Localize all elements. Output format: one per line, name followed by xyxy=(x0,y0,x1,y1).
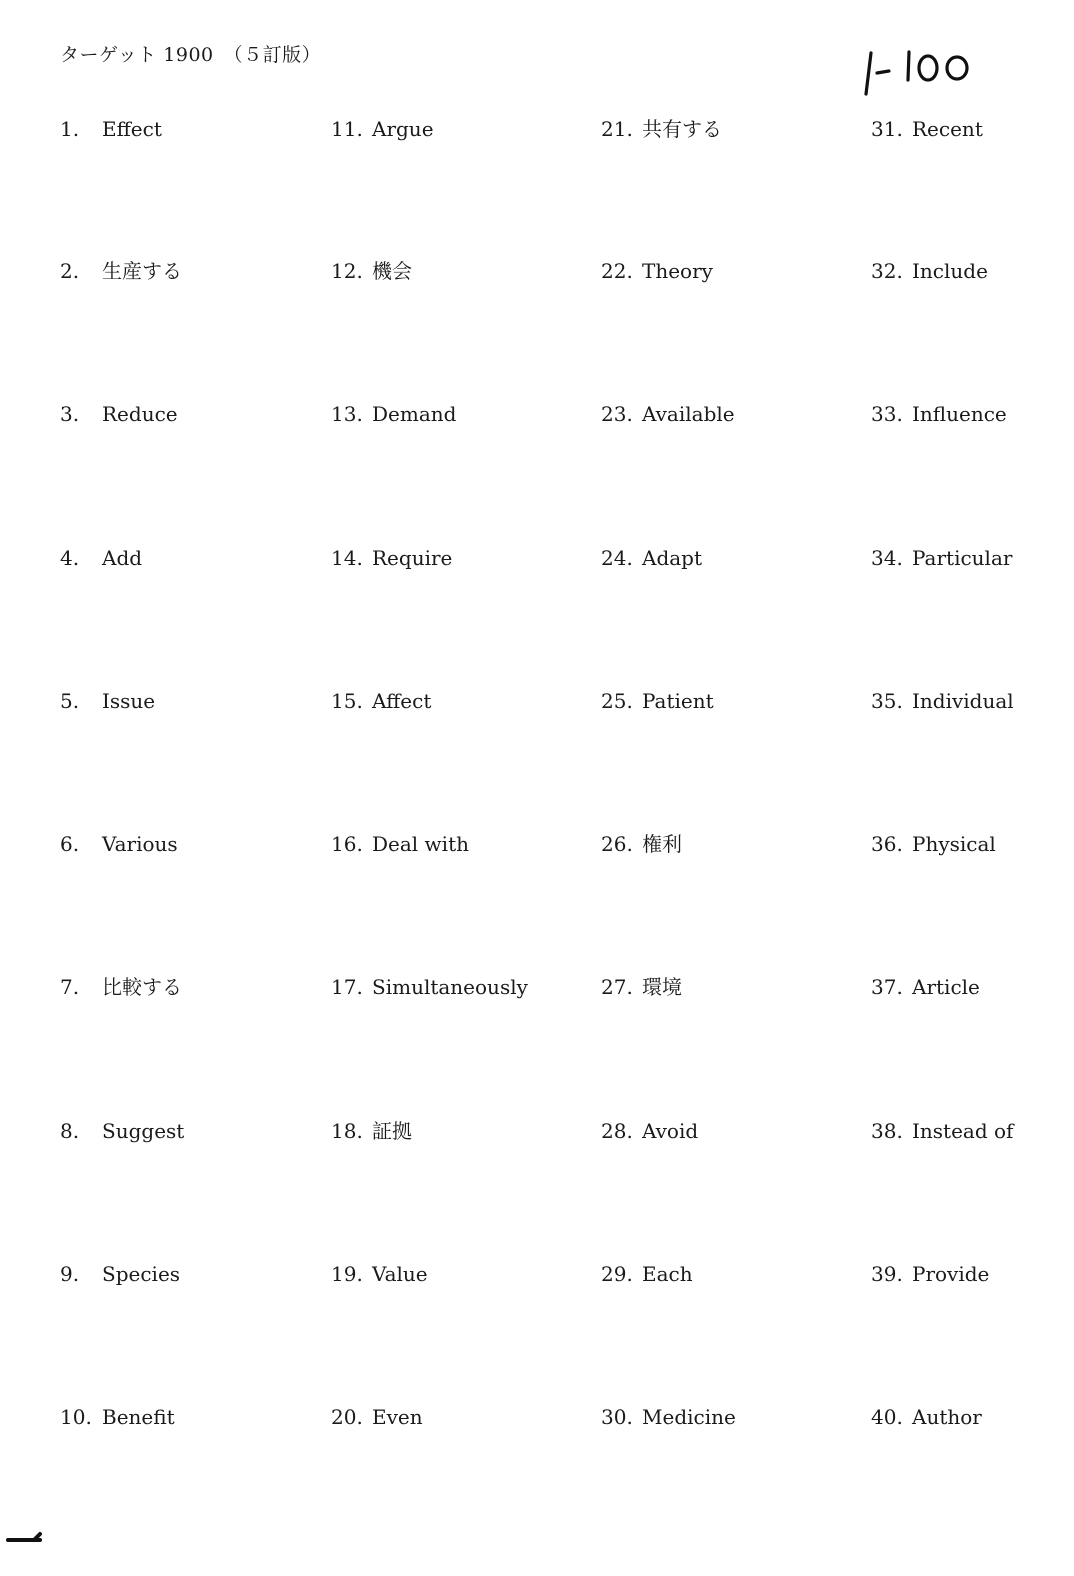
entry-word: Deal with xyxy=(372,832,469,856)
entry-word: Reduce xyxy=(102,402,178,426)
entry-number: 17. xyxy=(331,975,363,999)
handwritten-range-drawing xyxy=(862,40,982,100)
vocab-entry xyxy=(60,542,143,574)
page-title: ターゲット 1900 （５訂版） xyxy=(60,44,322,66)
vocab-entry xyxy=(601,828,682,860)
entry-number: 39. xyxy=(871,1262,903,1286)
vocab-entry xyxy=(871,1258,990,1290)
entry-number: 26. xyxy=(601,832,633,856)
vocab-entry xyxy=(601,113,722,145)
vocab-entry xyxy=(601,542,703,574)
vocab-entry xyxy=(601,398,735,430)
entry-word: Particular xyxy=(912,546,1013,570)
vocab-entry xyxy=(871,1115,1014,1147)
entry-number: 3. xyxy=(60,402,80,426)
entry-number: 1. xyxy=(60,117,80,141)
entry-number: 2. xyxy=(60,259,80,283)
entry-word: 機会 xyxy=(372,259,412,283)
entry-number: 14. xyxy=(331,546,363,570)
vocab-entry xyxy=(331,1115,412,1147)
entry-number: 35. xyxy=(871,689,903,713)
entry-word: 比較する xyxy=(102,975,182,999)
entry-word: Add xyxy=(102,546,143,570)
vocab-entry xyxy=(871,828,996,860)
vocab-entry xyxy=(331,828,469,860)
entry-word: Species xyxy=(102,1262,181,1286)
entry-word: Demand xyxy=(372,402,457,426)
entry-number: 16. xyxy=(331,832,363,856)
vocab-entry xyxy=(60,398,178,430)
entry-number: 19. xyxy=(331,1262,363,1286)
entry-word: Article xyxy=(912,975,980,999)
entry-word: 共有する xyxy=(642,117,722,141)
vocab-entry xyxy=(331,113,434,145)
vocab-entry xyxy=(331,1401,423,1433)
entry-word: Argue xyxy=(372,117,434,141)
entry-number: 6. xyxy=(60,832,80,856)
vocab-entry xyxy=(60,1115,185,1147)
entry-number: 27. xyxy=(601,975,633,999)
entry-word: 権利 xyxy=(642,832,682,856)
vocab-entry xyxy=(601,685,714,717)
entry-word: 証拠 xyxy=(372,1119,412,1143)
vocab-entry xyxy=(871,255,988,287)
vocab-entry xyxy=(331,685,432,717)
entry-word: Various xyxy=(102,832,178,856)
entry-word: Even xyxy=(372,1405,423,1429)
vocab-entry xyxy=(60,1258,181,1290)
entry-word: Medicine xyxy=(642,1405,736,1429)
entry-number: 28. xyxy=(601,1119,633,1143)
entry-number: 25. xyxy=(601,689,633,713)
entry-word: Include xyxy=(912,259,988,283)
entry-number: 15. xyxy=(331,689,363,713)
entry-word: Recent xyxy=(912,117,983,141)
entry-number: 34. xyxy=(871,546,903,570)
entry-number: 29. xyxy=(601,1262,633,1286)
entry-word: Simultaneously xyxy=(372,975,528,999)
entry-number: 23. xyxy=(601,402,633,426)
entry-number: 37. xyxy=(871,975,903,999)
entry-word: Value xyxy=(372,1262,428,1286)
entry-number: 9. xyxy=(60,1262,80,1286)
entry-word: Available xyxy=(642,402,735,426)
entry-number: 7. xyxy=(60,975,80,999)
vocab-entry xyxy=(60,685,156,717)
vocab-entry xyxy=(601,1115,699,1147)
vocab-entry xyxy=(60,1401,175,1433)
vocab-entry xyxy=(601,255,713,287)
vocab-entry xyxy=(331,255,412,287)
entry-number: 4. xyxy=(60,546,80,570)
vocab-entry xyxy=(331,542,453,574)
entry-number: 22. xyxy=(601,259,633,283)
entry-word: Suggest xyxy=(102,1119,185,1143)
vocab-entry xyxy=(60,255,182,287)
vocab-entry xyxy=(871,113,983,145)
vocab-entry xyxy=(601,971,682,1003)
vocab-entry xyxy=(871,1401,982,1433)
entry-word: 生産する xyxy=(102,259,182,283)
entry-word: Individual xyxy=(912,689,1014,713)
page-number-mark xyxy=(4,1524,44,1554)
entry-number: 11. xyxy=(331,117,363,141)
vocab-entry xyxy=(331,398,457,430)
entry-number: 30. xyxy=(601,1405,633,1429)
entry-number: 33. xyxy=(871,402,903,426)
entry-word: Physical xyxy=(912,832,996,856)
vocab-entry xyxy=(331,1258,428,1290)
entry-word: Issue xyxy=(102,689,156,713)
entry-number: 32. xyxy=(871,259,903,283)
entry-number: 38. xyxy=(871,1119,903,1143)
entry-word: Effect xyxy=(102,117,162,141)
entry-number: 13. xyxy=(331,402,363,426)
vocab-entry xyxy=(871,542,1013,574)
vocabulary-grid xyxy=(60,113,1060,1453)
entry-word: Instead of xyxy=(912,1119,1014,1143)
entry-word: Adapt xyxy=(642,546,703,570)
vocab-entry xyxy=(601,1401,736,1433)
entry-word: Benefit xyxy=(102,1405,175,1429)
handwritten-range-note xyxy=(862,40,982,100)
entry-number: 24. xyxy=(601,546,633,570)
entry-word: Influence xyxy=(912,402,1007,426)
vocab-entry xyxy=(871,971,980,1003)
entry-word: 環境 xyxy=(642,975,682,999)
entry-word: Each xyxy=(642,1262,693,1286)
entry-word: Provide xyxy=(912,1262,990,1286)
entry-word: Affect xyxy=(372,689,432,713)
vocab-entry xyxy=(601,1258,693,1290)
vocab-entry xyxy=(60,828,178,860)
entry-word: Theory xyxy=(642,259,713,283)
entry-number: 40. xyxy=(871,1405,903,1429)
entry-number: 5. xyxy=(60,689,80,713)
entry-number: 18. xyxy=(331,1119,363,1143)
vocab-entry xyxy=(331,971,528,1003)
entry-word: Author xyxy=(912,1405,982,1429)
entry-number: 10. xyxy=(60,1405,92,1429)
entry-number: 21. xyxy=(601,117,633,141)
entry-number: 8. xyxy=(60,1119,80,1143)
entry-number: 20. xyxy=(331,1405,363,1429)
rotated-page-number xyxy=(4,1524,44,1554)
entry-number: 31. xyxy=(871,117,903,141)
vocab-entry xyxy=(871,398,1007,430)
entry-word: Require xyxy=(372,546,453,570)
entry-word: Avoid xyxy=(642,1119,699,1143)
vocab-entry xyxy=(60,113,162,145)
entry-number: 36. xyxy=(871,832,903,856)
entry-word: Patient xyxy=(642,689,714,713)
vocab-entry xyxy=(871,685,1014,717)
entry-number: 12. xyxy=(331,259,363,283)
vocab-entry xyxy=(60,971,182,1003)
